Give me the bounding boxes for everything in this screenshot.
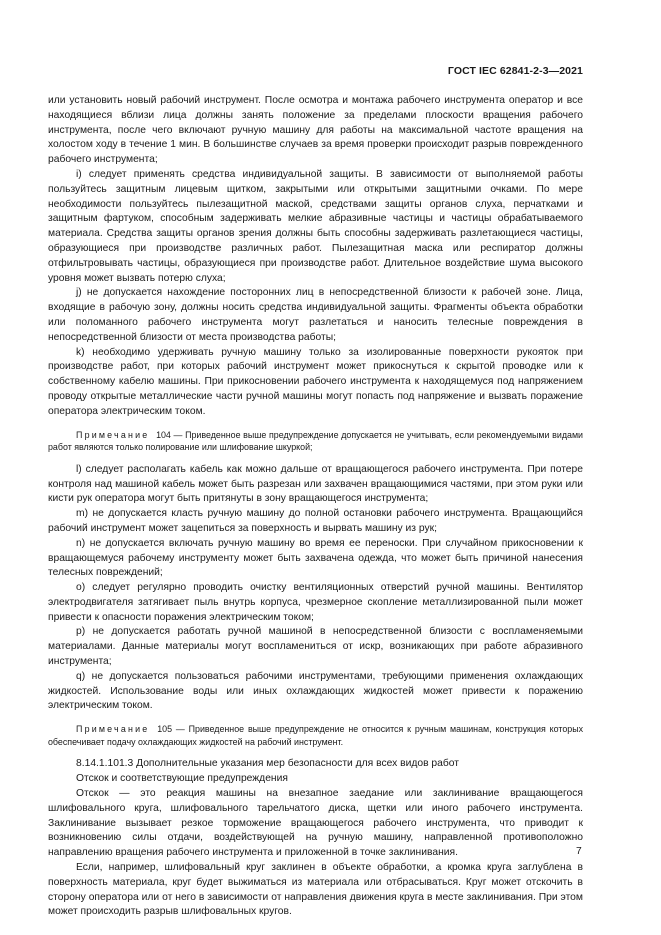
paragraph-item-l: l) следует располагать кабель как можно дальше от вращающегося рабочего инструмента. При потере контроля над машиной кабель может быть разрезан или захвачен вращающимися частями, при этом руки или кисти рук оператора могут быть притянуты в зону вращающегося инструмента; [48,463,583,505]
paragraph-item-p: p) не допускается работать ручной машиной в непосредственной близости с воспламеняемыми материалами. Данные материалы могут воспламениться от искр, возникающих при работе абразивного инструмента; [48,626,583,668]
page-number: 7 [576,846,582,857]
section-subheading: Отскок и соответствующие предупреждения [76,773,288,785]
note-104 [48,429,583,454]
paragraph-item-j: j) не допускается нахождение посторонних лиц в непосредственной близости к рабочей зоне. Лица, входящие в рабочую зону, должны носить средства индивидуальной защиты. Фрагменты объекта обработки или поломанного рабочего инструмента могут разлетаться и наносить телесные повреждения в непосредственной близости от места производства работы; [48,287,583,343]
note-text: 104 — Приведенное выше предупреждение допускается не учитывать, если рекомендуемыми видами работ являются только полирование или шлифование шкуркой; [48,429,584,453]
paragraph-item-m: m) не допускается класть ручную машину до полной остановки рабочего инструмента. Вращающийся рабочий инструмент может зацепиться за поверхность и вырвать машину из рук; [48,508,583,534]
section-heading: 8.14.1.101.3 Дополнительные указания мер безопасности для всех видов работ [76,758,459,770]
paragraph-item-o: o) следует регулярно проводить очистку вентиляционных отверстий ручной машины. Вентилятор электродвигателя затягивает пыль внутрь корпуса, чрезмерное скопление металлизированной пыли может привести к опасности поражения электрическим током; [48,582,583,623]
paragraph-item-k: k) необходимо удерживать ручную машину только за изолированные поверхности рукояток при производстве работ, при которых рабочий инструмент может прикоснуться к скрытой проводке или к собственному кабелю машины. При прикосновении рабочего инструмента к находящемуся под напряжением проводу открытые металлические части ручной машины могут попасть под напряжение и вызвать поражение оператора электрическим током. [48,346,583,417]
paragraph-item-i: i) следует применять средства индивидуальной защиты. В зависимости от выполняемой работы пользуйтесь защитным лицевым щитком, закрытыми или открытыми защитными очками. По мере необходимости пользуйтесь пылезащитной маской, средствами защиты органов слуха, перчатками и защитным фартуком, способным задерживать мелкие абразивные частицы и частицы обрабатываемого материала. Средства защиты органов зрения должны быть способны задерживать разлетающиеся частицы, образующиеся при производстве различных работ. Пылезащитная маска или респиратор должны отфильтровывать частицы, образующиеся при производстве работ. Длительное воздействие шума высокого уровня может вызвать потерю слуха; [48,168,583,284]
document-code-header: ГОСТ IEC 62841-2-3—2021 [447,65,583,77]
note-105 [48,723,583,748]
paragraph-kickback-definition: Отскок — это реакция машины на внезапное заедание или заклинивание вращающегося шлифовального круга, шлифовального тарельчатого диска, щетки или иного рабочего инструмента. Заклинивание вызывает резкое торможение вращающегося рабочего инструмента, что приводит к возникновению силы отдачи, воздействующей на ручную машину, направленной противоположно направлению вращения рабочего инструмента и приложенной в точке заклинивания. [48,788,583,859]
note-text: 105 — Приведенное выше предупреждение не относится к ручным машинам, конструкция которых обеспечивает подачу охлаждающих жидкостей на рабочий инструмент. [48,724,584,747]
paragraph-kickback-example: Если, например, шлифовальный круг заклинен в объекте обработки, а кромка круга заглублена в поверхность материала, круг будет выжиматься из материала или отбрасываться. Круг может отскочить в сторону оператора или от него в зависимости от направления движения круга в месте заклинивания. При этом может происходить разрыв шлифовальных кругов. [48,862,583,918]
document-body [48,94,583,920]
paragraph-item-q: q) не допускается пользоваться рабочими инструментами, требующими применения охлаждающих жидкостей. Использование воды или иных охлаждающих жидкостей может привести к поражению электрическим током. [48,670,583,712]
note-label: Примечание [76,429,150,440]
note-label: Примечание [76,724,150,735]
paragraph-continuation: или установить новый рабочий инструмент. После осмотра и монтажа рабочего инструмента оператор и все находящиеся вблизи лица должны занять положение за пределами плоскости вращения рабочего инструмента, после чего включают ручную машину для работы на максимальной частоте вращения на холостом ходу в течение 1 мин. В большинстве случаев за время проверки происходит разрыв поврежденного рабочего инструмента; [48,95,583,166]
paragraph-item-n: n) не допускается включать ручную машину во время ее переноски. При случайном прикосновении к вращающемуся рабочему инструменту может быть захвачена одежда, что может быть причиной нанесения телесных повреждений; [48,537,583,579]
